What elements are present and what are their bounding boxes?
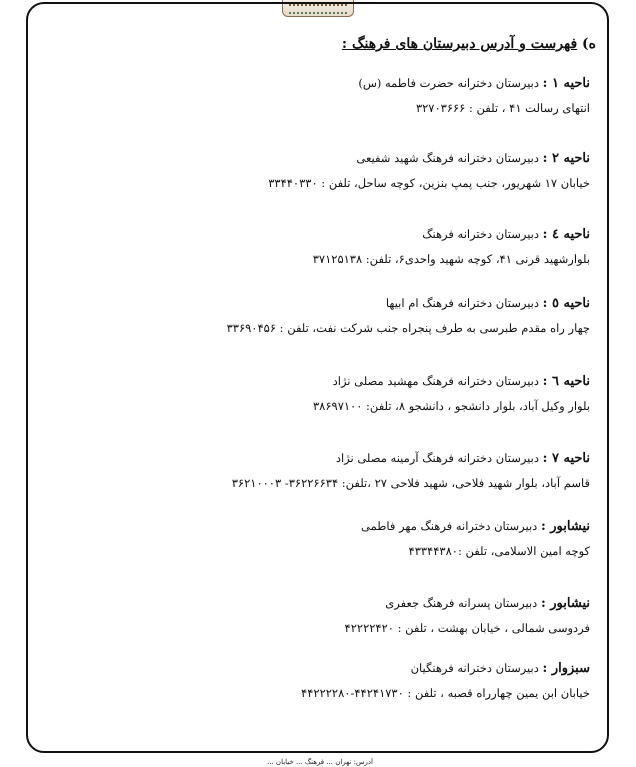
school-name: دبیرستان دخترانه فرهنگ ام ابیها	[385, 296, 543, 310]
school-entry	[268, 146, 590, 195]
section-heading: ه) فهرست و آدرس دبیرستان های فرهنگ :	[341, 36, 596, 52]
school-address: کوچه امین الاسلامی، تلفن :۴۳۳۴۴۳۸۰	[408, 544, 590, 558]
page-footer: آدرس: تهران ... فرهنگ ... خیابان ...	[267, 758, 373, 766]
region-label: نیشابور :	[540, 596, 590, 611]
school-address: فردوسی شمالی ، خیابان بهشت ، تلفن : ۴۲۲۲۲۴۲۰	[344, 621, 590, 635]
school-address: بلوارشهید قرنی ۴۱، کوچه شهید واحدی۶، تلفن: ۳۷۱۲۵۱۳۸	[312, 252, 590, 266]
school-name: دبیرستان دخترانه فرهنگ مهر فاطمی	[361, 519, 541, 533]
document-body	[48, 36, 596, 700]
school-address: چهار راه مقدم طبرسی به طرف پنجراه جنب شرکت نفت، تلفن : ۳۳۶۹۰۴۵۶	[226, 321, 590, 335]
school-name: دبیرستان دخترانه فرهنگ شهید شفیعی	[356, 151, 543, 165]
region-label: ناحیه ٤ :	[542, 227, 590, 242]
school-address: خیابان ۱۷ شهریور، جنب پمپ بنزین، کوچه ساحل، تلفن : ۳۳۴۴۰۳۳۰	[268, 176, 590, 190]
region-label: ناحیه ٥ :	[542, 296, 590, 311]
school-entry	[313, 369, 590, 418]
school-entry	[361, 514, 590, 563]
region-label: نیشابور :	[540, 519, 590, 534]
school-entry	[313, 222, 590, 271]
region-label: ناحیه ۲ :	[542, 151, 590, 166]
region-label: ناحیه ٦ :	[542, 374, 590, 389]
school-address: انتهای رسالت ۴۱ ، تلفن : ۳۲۷۰۳۶۶۶	[415, 101, 590, 115]
school-address: خیابان ابن یمین چهارراه قصبه ، تلفن : ۴۴۲۴۱۷۳۰-۴۴۲۲۲۲۸۰	[301, 686, 590, 700]
school-address: بلوار وکیل آباد، بلوار دانشجو ، دانشجو ۸، تلفن: ۳۸۶۹۷۱۰۰	[312, 399, 590, 413]
school-entry	[345, 591, 590, 640]
school-name: دبیرستان دخترانه فرهنگیان	[410, 661, 543, 675]
school-entry	[227, 291, 590, 340]
school-name: دبیرستان دخترانه فرهنگ آرمینه مصلی نژاد	[335, 451, 543, 465]
school-name: دبیرستان پسرانه فرهنگ جعفری	[385, 596, 541, 610]
heading-title: فهرست و آدرس دبیرستان های فرهنگ :	[341, 36, 578, 52]
school-entry	[301, 656, 590, 705]
school-entry	[232, 446, 590, 495]
region-label: سبزوار :	[542, 661, 590, 676]
school-name: دبیرستان دخترانه فرهنگ مهشید مصلی نژاد	[332, 374, 543, 388]
region-label: ناحیه ۷ :	[542, 451, 590, 466]
school-name: دبیرستان دخترانه فرهنگ	[422, 227, 543, 241]
region-label: ناحیه ۱ :	[542, 76, 590, 91]
school-address: قاسم آباد، بلوار شهید فلاحی، شهید فلاحی ۲۷ ،تلفن: ۳۶۲۲۶۶۳۴- ۳۶۲۱۰۰۰۳	[231, 476, 590, 490]
school-name: دبیرستان دخترانه حضرت فاطمه (س)	[358, 76, 543, 90]
school-entry	[358, 71, 590, 120]
